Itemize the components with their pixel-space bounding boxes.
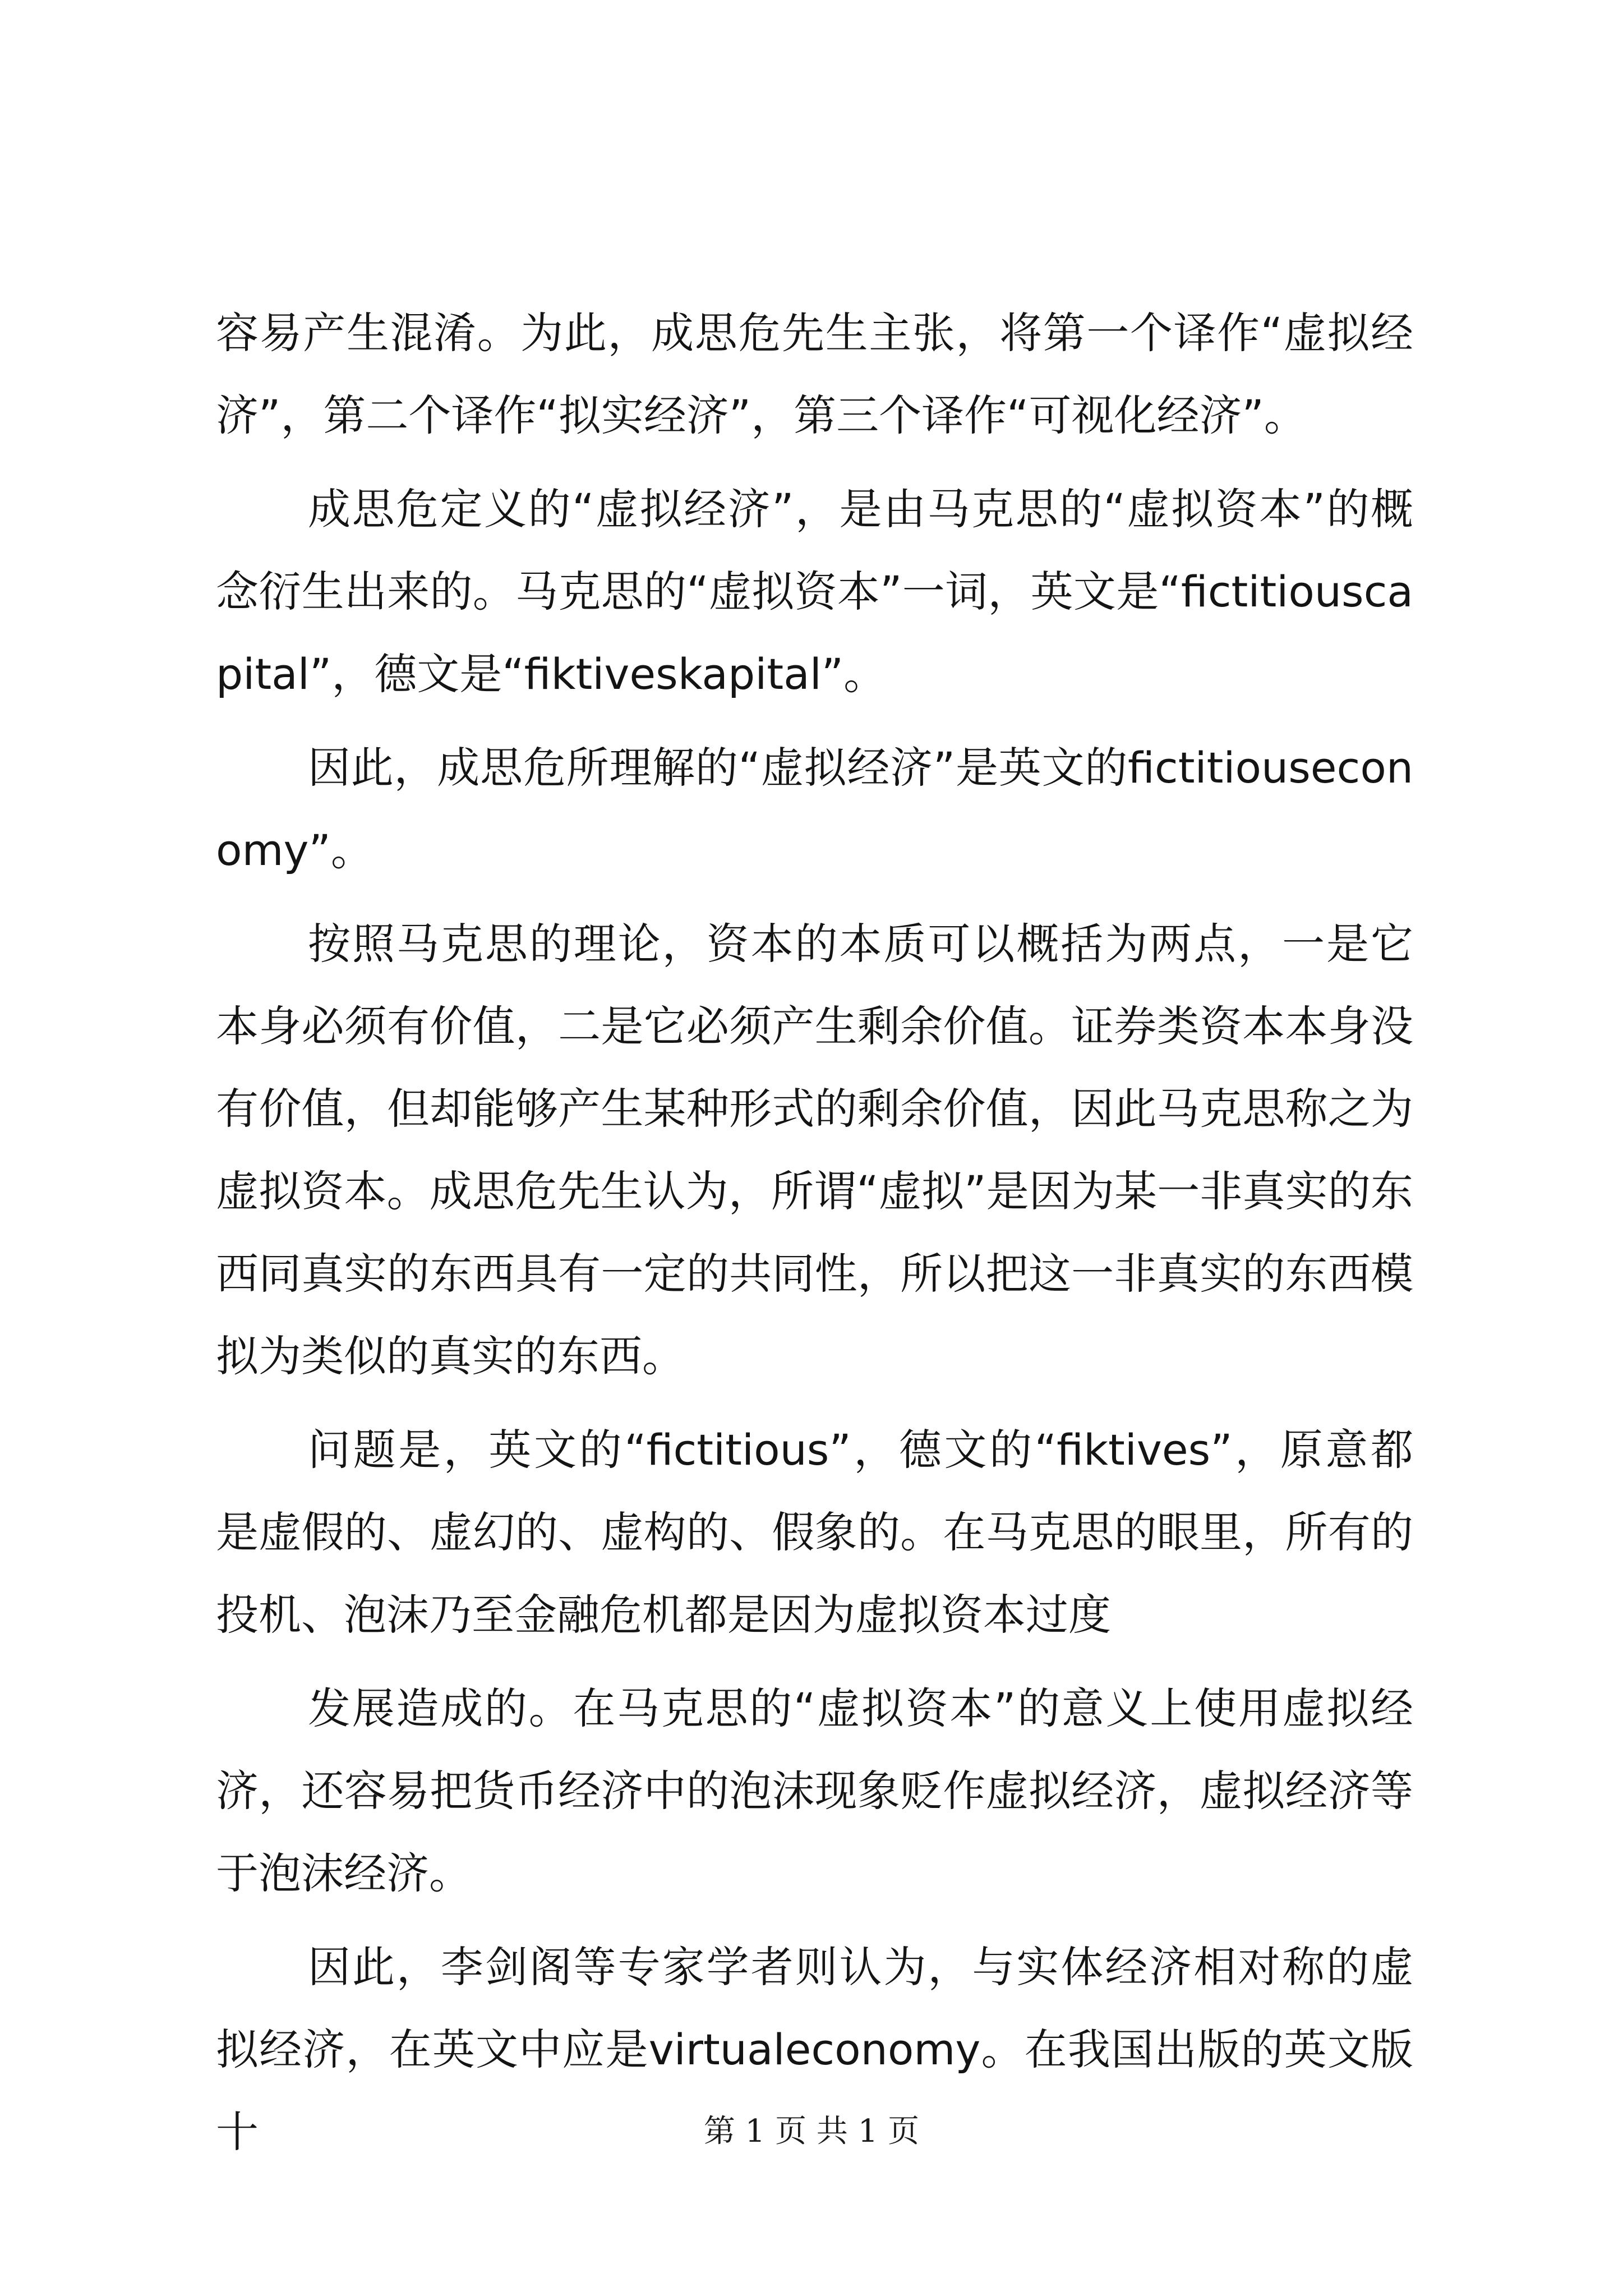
paragraph-4: 按照马克思的理论，资本的本质可以概括为两点，一是它本身必须有价值，二是它必须产生剩余价值。证券类资本本身没有价值，但却能够产生某种形式的剩余价值，因此马克思称之为虚拟资本。成思危先生认为，所谓“虚拟”是因为某一非真实的东西同真实的东西具有一定的共同性，所以把这一非真实的东西模拟为类似的真实的东西。 [216, 919, 1413, 1381]
paragraph-7: 因此，李剑阁等专家学者则认为，与实体经济相对称的虚拟经济，在英文中应是virtualeconomy。在我国出版的英文版十 [216, 1942, 1413, 2157]
paragraph-6: 发展造成的。在马克思的“虚拟资本”的意义上使用虚拟经济，还容易把货币经济中的泡沫现象贬作虚拟经济，虚拟经济等于泡沫经济。 [216, 1683, 1413, 1898]
page-footer [0, 2109, 1623, 2154]
paragraph-3: 因此，成思危所理解的“虚拟经济”是英文的fictitiouseconomy”。 [216, 743, 1413, 875]
paragraph-1: 容易产生混淆。为此，成思危先生主张，将第一个译作“虚拟经济”，第二个译作“拟实经济”，第三个译作“可视化经济”。 [216, 308, 1413, 440]
paragraph-5: 问题是，英文的“fictitious”，德文的“fiktives”，原意都是虚假的、虚幻的、虚构的、假象的。在马克思的眼里，所有的投机、泡沫乃至金融危机都是因为虚拟资本过度 [216, 1425, 1413, 1640]
paragraph-2: 成思危定义的“虚拟经济”，是由马克思的“虚拟资本”的概念衍生出来的。马克思的“虚拟资本”一词，英文是“fictitiouscapital”，德文是“fiktiveskapital”。 [216, 484, 1413, 699]
page-number-label: 第 1 页 共 1 页 [703, 2113, 920, 2150]
document-body [216, 292, 1413, 2184]
